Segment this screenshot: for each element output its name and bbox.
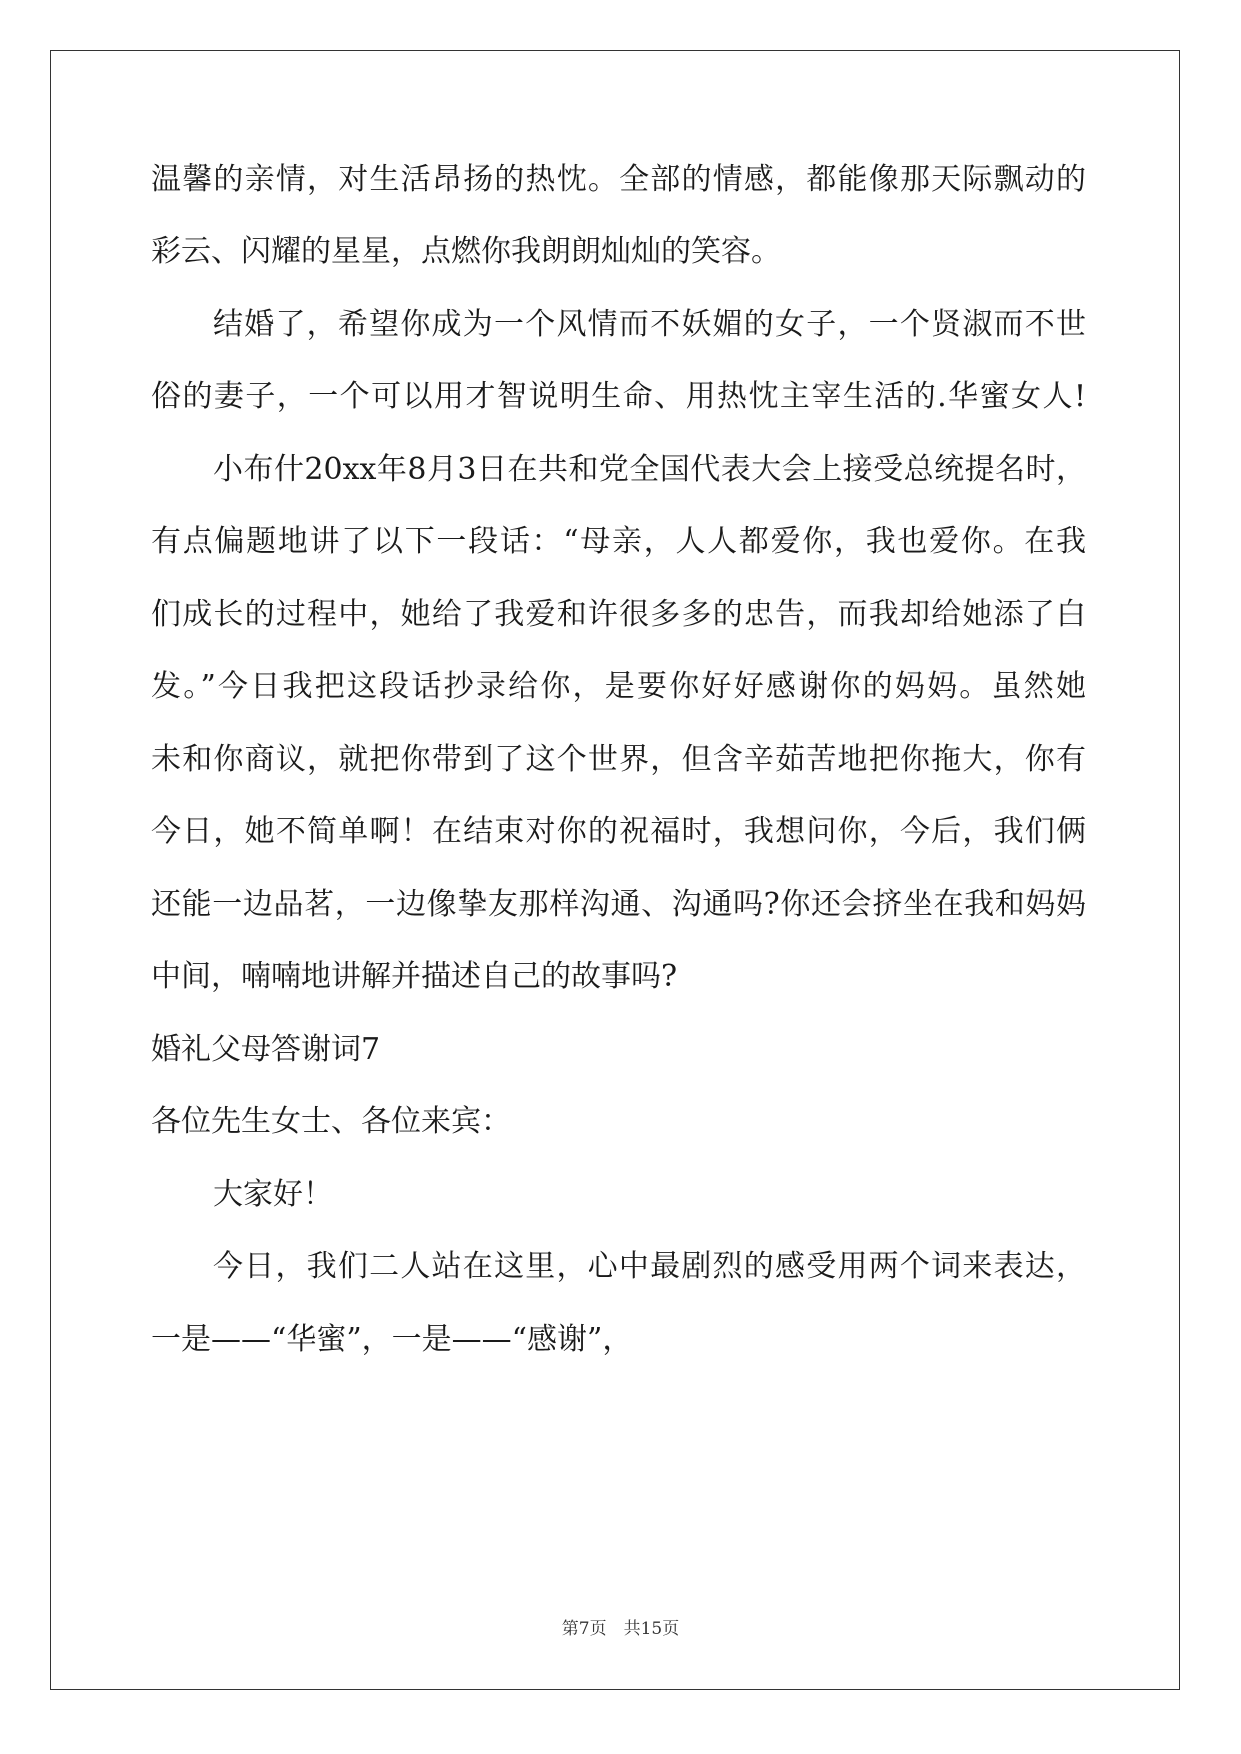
paragraph-line: 中间，喃喃地讲解并描述自己的故事吗? — [151, 959, 678, 994]
paragraph-line: 俗的妻子，一个可以用才智说明生命、用热忱主宰生活的.华蜜女人! — [151, 379, 1086, 414]
paragraph-line: 小布什20xx年8月3日在共和党全国代表大会上接受总统提名时， — [213, 452, 1086, 487]
salutation: 各位先生女士、各位来宾： — [151, 1104, 511, 1139]
section-heading: 婚礼父母答谢词7 — [151, 1032, 381, 1067]
paragraph-line: 今日，她不简单啊！在结束对你的祝福时，我想问你，今后，我们俩 — [151, 814, 1086, 849]
paragraph-line: 结婚了，希望你成为一个风情而不妖媚的女子，一个贤淑而不世 — [213, 307, 1086, 342]
paragraph-line: 未和你商议，就把你带到了这个世界，但含辛茹苦地把你拖大，你有 — [151, 742, 1086, 777]
greeting: 大家好！ — [213, 1177, 333, 1212]
page-border — [50, 50, 1180, 1690]
paragraph-line: 有点偏题地讲了以下一段话：“母亲，人人都爱你，我也爱你。在我 — [151, 524, 1086, 559]
page-number-footer: 第7页 共15页 — [561, 1619, 680, 1639]
paragraph-line: 彩云、闪耀的星星，点燃你我朗朗灿灿的笑容。 — [151, 234, 781, 269]
paragraph-line: 今日，我们二人站在这里，心中最剧烈的感受用两个词来表达， — [213, 1249, 1086, 1284]
paragraph-line: 还能一边品茗，一边像挚友那样沟通、沟通吗?你还会挤坐在我和妈妈 — [151, 887, 1086, 922]
paragraph-line: 们成长的过程中，她给了我爱和许很多多的忠告，而我却给她添了白 — [151, 597, 1086, 632]
paragraph-line: 一是——“华蜜”，一是——“感谢”， — [151, 1322, 633, 1357]
paragraph-line: 发。”今日我把这段话抄录给你，是要你好好感谢你的妈妈。虽然她 — [151, 669, 1086, 704]
paragraph-line: 温馨的亲情，对生活昂扬的热忱。全部的情感，都能像那天际飘动的 — [151, 162, 1086, 197]
